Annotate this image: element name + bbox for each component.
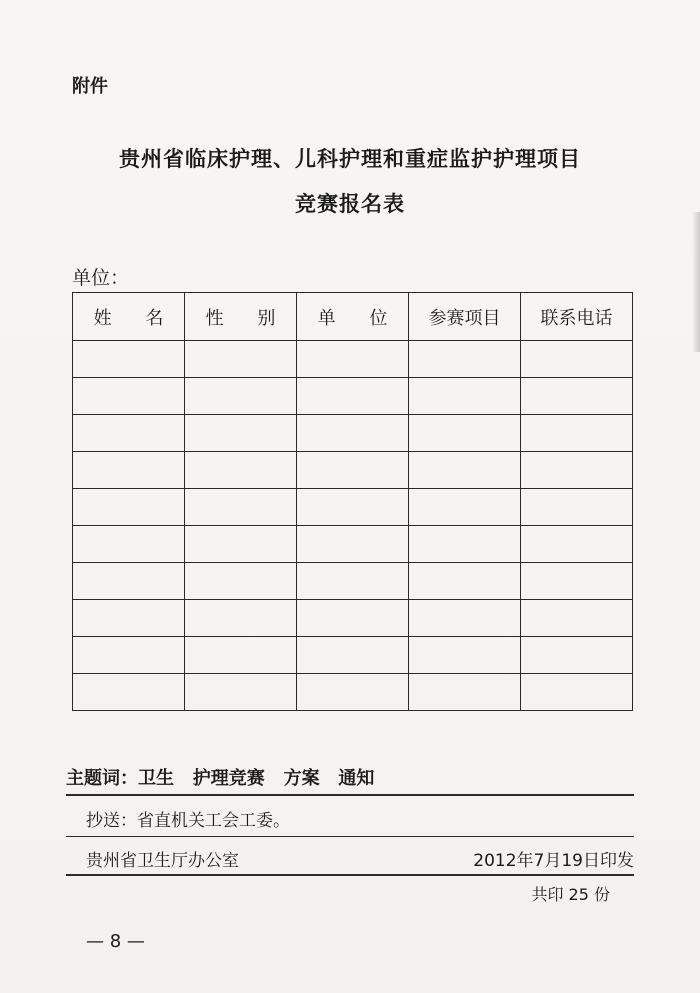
divider-middle bbox=[66, 836, 634, 837]
table-cell bbox=[521, 637, 633, 674]
table-cell bbox=[297, 378, 409, 415]
table-cell bbox=[409, 600, 521, 637]
table-cell bbox=[73, 600, 185, 637]
table-cell bbox=[185, 415, 297, 452]
table-cell bbox=[297, 674, 409, 711]
table-cell bbox=[73, 452, 185, 489]
table-cell bbox=[297, 600, 409, 637]
divider-bottom bbox=[66, 874, 634, 876]
table-cell bbox=[297, 415, 409, 452]
table-cell bbox=[521, 415, 633, 452]
table-cell bbox=[185, 341, 297, 378]
table-cell bbox=[521, 378, 633, 415]
table-cell bbox=[409, 674, 521, 711]
table-row bbox=[73, 489, 633, 526]
table-cell bbox=[521, 600, 633, 637]
table-cell bbox=[521, 526, 633, 563]
subject-keywords: 主题词：卫生 护理竞赛 方案 通知 bbox=[66, 768, 375, 789]
form-title-line-2: 竞赛报名表 bbox=[295, 192, 405, 216]
table-cell bbox=[185, 489, 297, 526]
table-cell bbox=[185, 452, 297, 489]
table-cell bbox=[73, 526, 185, 563]
table-row bbox=[73, 526, 633, 563]
table-cell bbox=[521, 674, 633, 711]
table-cell bbox=[409, 452, 521, 489]
table-cell bbox=[409, 637, 521, 674]
table-cell bbox=[521, 489, 633, 526]
table-cell bbox=[185, 600, 297, 637]
issuing-office: 贵州省卫生厅办公室 bbox=[86, 851, 239, 871]
table-cell bbox=[297, 526, 409, 563]
table-cell bbox=[409, 563, 521, 600]
table-cell bbox=[73, 637, 185, 674]
unit-label: 单位： bbox=[72, 267, 130, 289]
copies-count: 共印 25 份 bbox=[531, 885, 610, 904]
page-edge-shadow bbox=[692, 212, 700, 352]
table-cell bbox=[297, 563, 409, 600]
table-cell bbox=[297, 637, 409, 674]
table-cell bbox=[73, 674, 185, 711]
table-cell bbox=[297, 341, 409, 378]
table-cell bbox=[73, 415, 185, 452]
header-gender: 性 别 bbox=[185, 293, 297, 341]
attachment-label: 附件 bbox=[72, 76, 108, 97]
table-row bbox=[73, 415, 633, 452]
table-row bbox=[73, 378, 633, 415]
table-cell bbox=[185, 674, 297, 711]
table-cell bbox=[409, 415, 521, 452]
table-row bbox=[73, 452, 633, 489]
header-phone: 联系电话 bbox=[521, 293, 633, 341]
table-cell bbox=[297, 489, 409, 526]
table-header-row bbox=[73, 293, 633, 341]
table-cell bbox=[409, 341, 521, 378]
header-name: 姓 名 bbox=[73, 293, 185, 341]
table-row bbox=[73, 674, 633, 711]
page-number: — 8 — bbox=[86, 931, 145, 952]
header-unit: 单 位 bbox=[297, 293, 409, 341]
header-event: 参赛项目 bbox=[409, 293, 521, 341]
table-cell bbox=[521, 341, 633, 378]
divider-top bbox=[66, 794, 634, 796]
table-cell bbox=[521, 452, 633, 489]
table-cell bbox=[73, 489, 185, 526]
table-cell bbox=[73, 378, 185, 415]
table-cell bbox=[185, 563, 297, 600]
table-row bbox=[73, 341, 633, 378]
table-row bbox=[73, 637, 633, 674]
table-row bbox=[73, 600, 633, 637]
registration-table bbox=[72, 292, 633, 711]
table-cell bbox=[521, 563, 633, 600]
table-cell bbox=[185, 526, 297, 563]
form-title-line-1: 贵州省临床护理、儿科护理和重症监护护理项目 bbox=[119, 147, 581, 171]
table-cell bbox=[185, 637, 297, 674]
table-cell bbox=[409, 378, 521, 415]
table-cell bbox=[73, 341, 185, 378]
table-row bbox=[73, 563, 633, 600]
table-cell bbox=[409, 489, 521, 526]
table-cell bbox=[297, 452, 409, 489]
table-cell bbox=[73, 563, 185, 600]
table-cell bbox=[185, 378, 297, 415]
cc-line: 抄送：省直机关工会工委。 bbox=[86, 811, 290, 831]
issue-date: 2012年7月19日印发 bbox=[473, 851, 634, 871]
table-cell bbox=[409, 526, 521, 563]
